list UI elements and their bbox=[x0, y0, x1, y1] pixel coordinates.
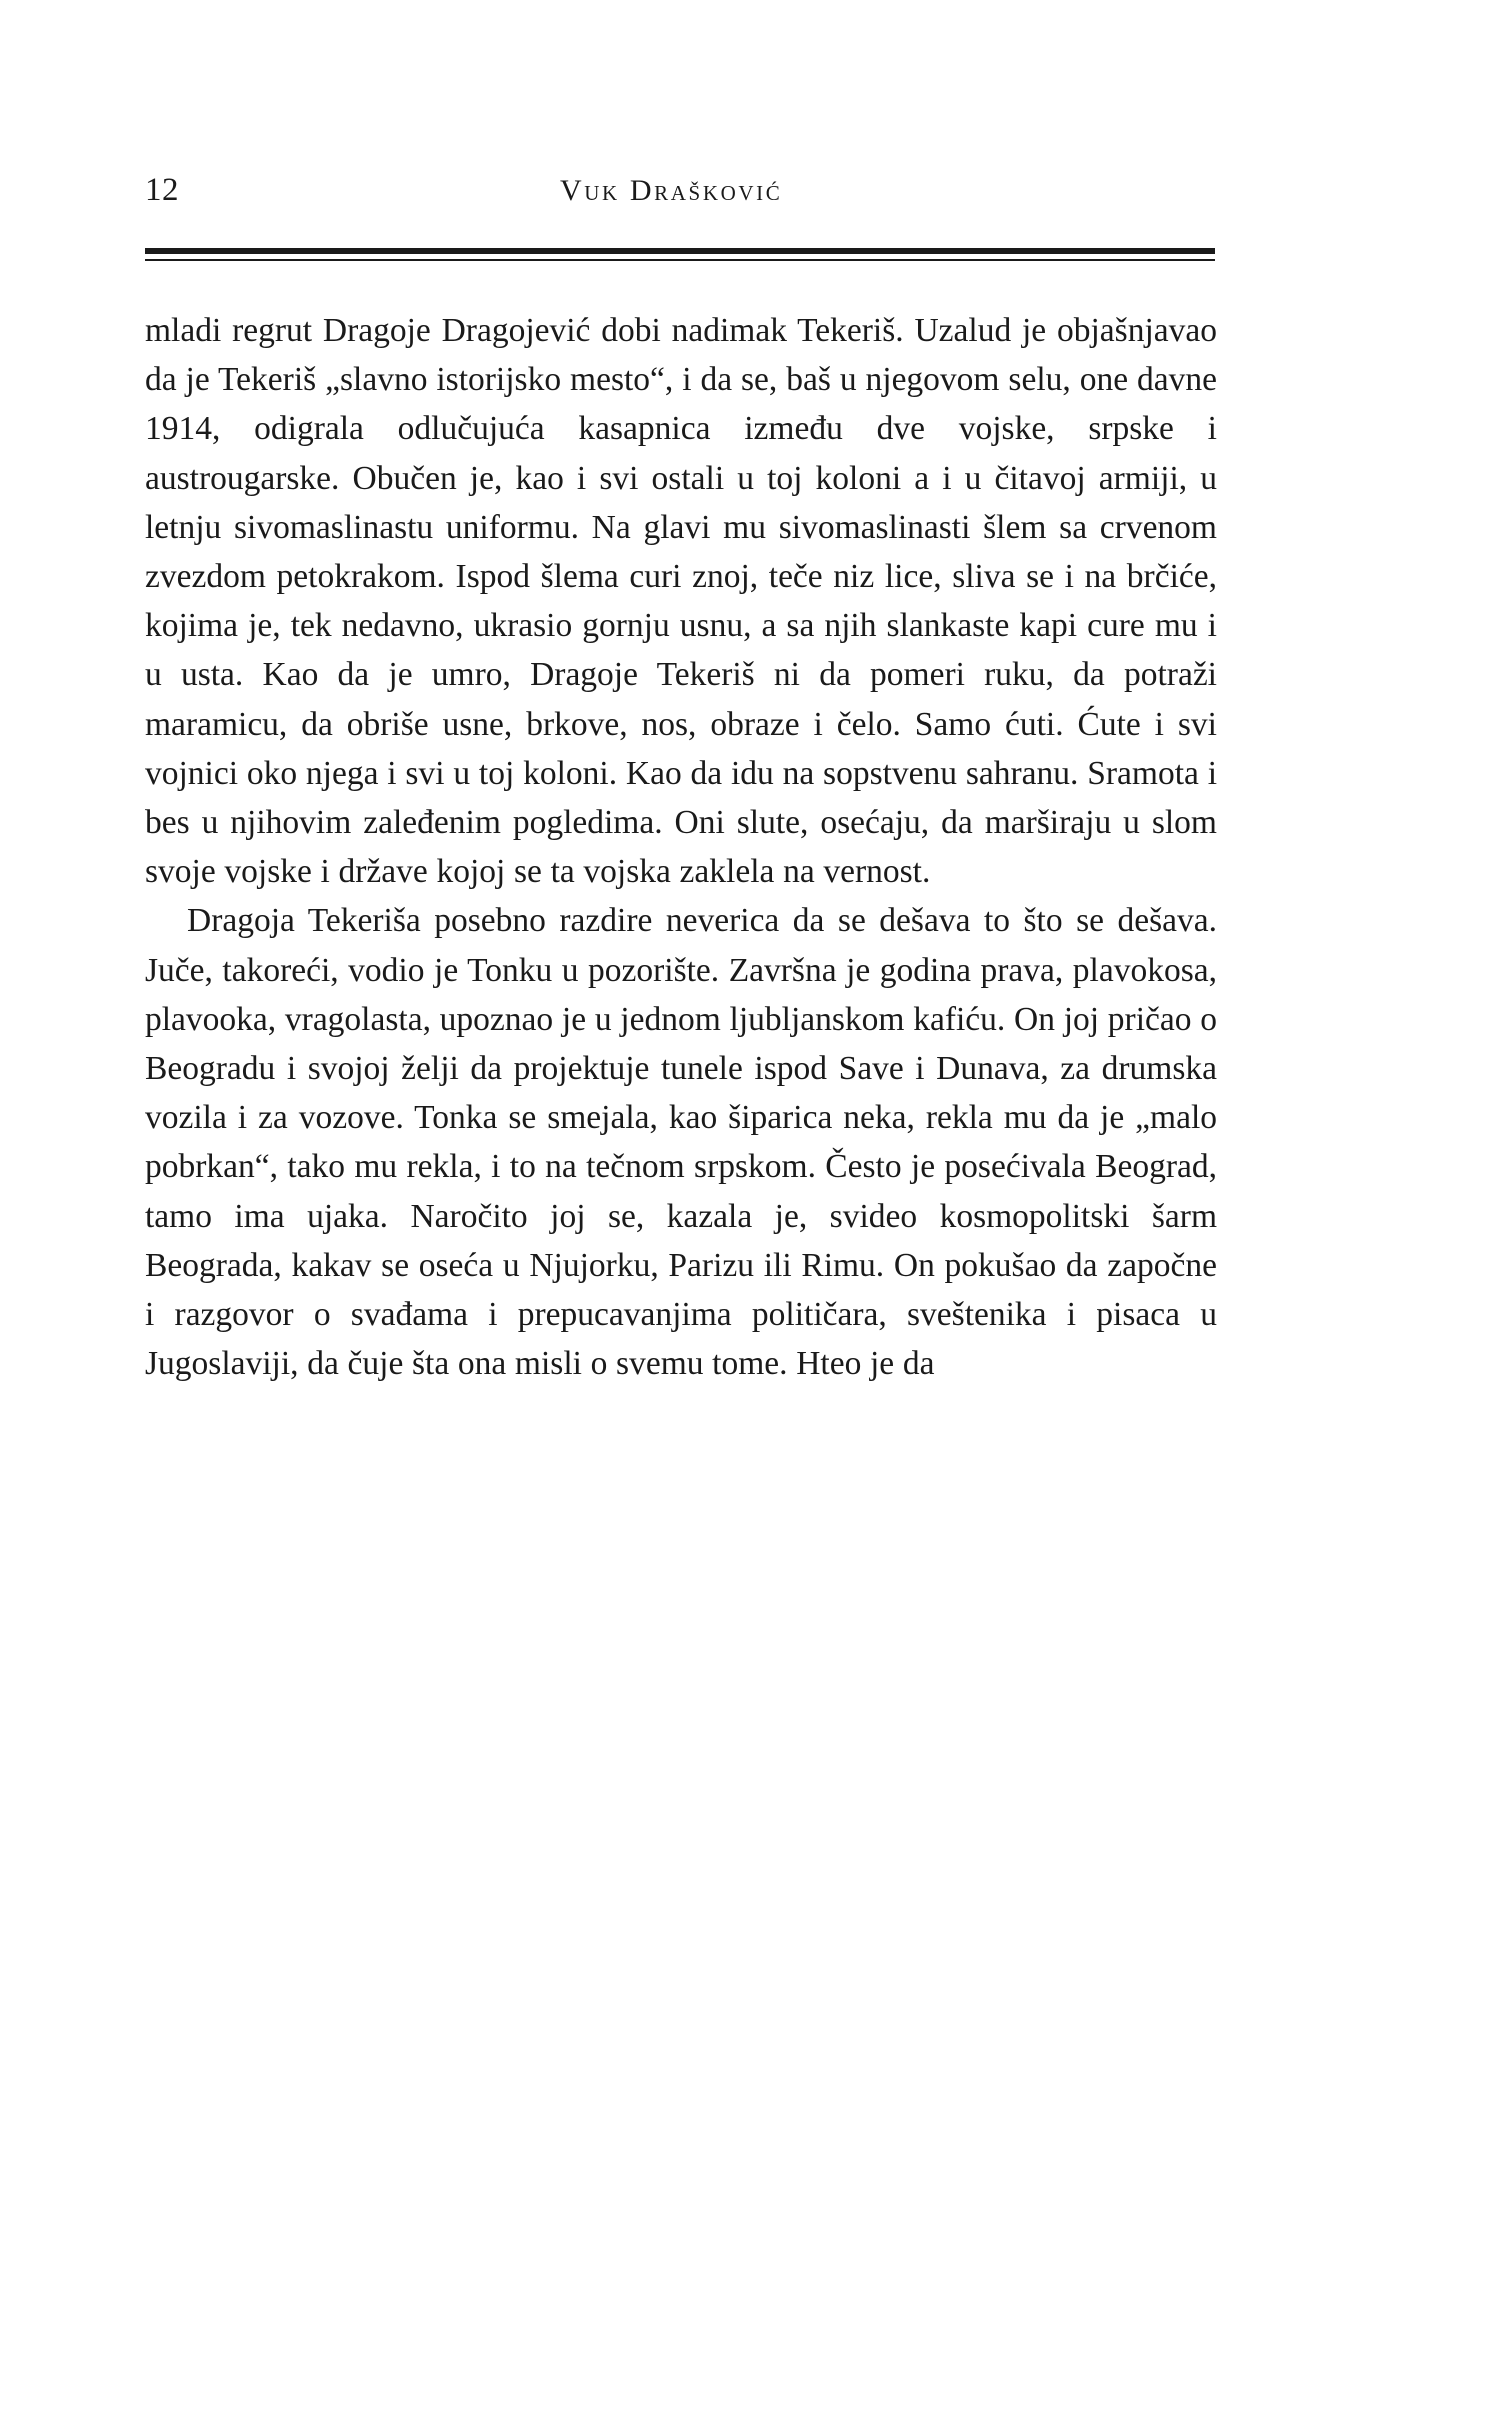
paragraph: mladi regrut Dragoje Dragojević dobi nadimak Tekeriš. Uzalud je objašnjavao da je Tekeriš „slavno istorijsko mesto“, i da se, baš u njegovom selu, one davne 1914, odigrala odlučujuća kasapnica između dve vojske, srpske i austrougarske. Obučen je, kao i svi ostali u toj koloni a i u čitavoj armiji, u letnju sivomaslinastu uniformu. Na glavi mu sivomaslinasti šlem sa crvenom zvezdom petokrakom. Ispod šlema curi znoj, teče niz lice, sliva se i na brčiće, kojima je, tek nedavno, ukrasio gornju usnu, a sa njih slankaste kapi cure mu i u usta. Kao da je umro, Dragoje Tekeriš ni da pomeri ruku, da potraži maramicu, da obriše usne, brkove, nos, obraze i čelo. Samo ćuti. Ćute i svi vojnici oko njega i svi u toj koloni. Kao da idu na sopstvenu sahranu. Sramota i bes u njihovim zaleđenim pogledima. Oni slute, osećaju, da marširaju u slom svoje vojske i države kojoj se ta vojska zaklela na vernost. bbox=[145, 312, 1217, 891]
divider-rule-thin bbox=[145, 259, 1215, 261]
page-header bbox=[145, 168, 1215, 228]
page-number: 12 bbox=[145, 172, 179, 208]
body-text bbox=[145, 306, 1217, 1388]
header-divider bbox=[145, 248, 1215, 261]
running-head-author: Vuk Drašković bbox=[560, 174, 783, 207]
paragraph: Dragoja Tekeriša posebno razdire neverica da se dešava to što se dešava. Juče, takoreći, vodio je Tonku u pozorište. Završna je godina prava, plavokosa, plavooka, vragolasta, upoznao je u jednom ljubljanskom kafiću. On joj pričao o Beogradu i svojoj želji da projektuje tunele ispod Save i Dunava, za drumska vozila i za vozove. Tonka se smejala, kao šiparica neka, rekla mu da je „malo pobrkan“, tako mu rekla, i to na tečnom srpskom. Često je posećivala Beograd, tamo ima ujaka. Naročito joj se, kazala je, svideo kosmopolitski šarm Beograda, kakav se oseća u Njujorku, Parizu ili Rimu. On pokušao da započne i razgovor o svađama i prepucavanjima političara, sveštenika i pisaca u Jugoslaviji, da čuje šta ona misli o svemu tome. Hteo je da bbox=[145, 902, 1217, 1383]
